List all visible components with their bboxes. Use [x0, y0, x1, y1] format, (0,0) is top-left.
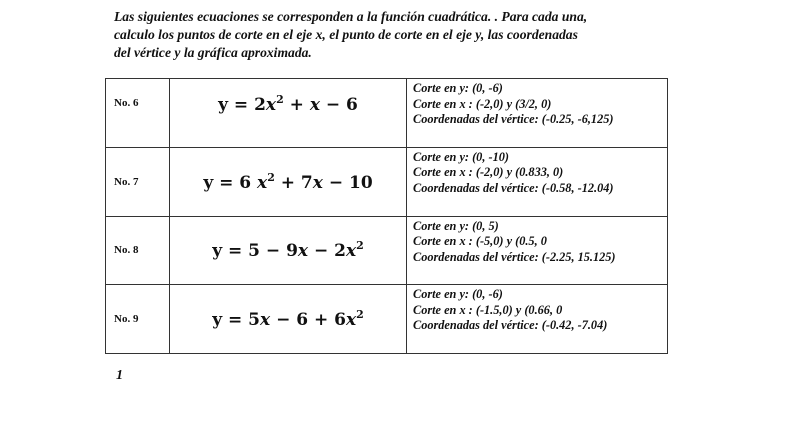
corte-x: Corte en x : (-1.5,0) y (0.66, 0	[413, 302, 563, 317]
vertice: Coordenadas del vértice: (-2.25, 15.125)	[413, 249, 616, 264]
equations-table	[105, 78, 668, 354]
results-cell	[407, 216, 668, 285]
vertice: Coordenadas del vértice: (-0.25, -6,125)	[413, 112, 614, 126]
row-number: No. 7	[106, 147, 170, 216]
row-number: No. 9	[106, 285, 170, 354]
corte-x: Corte en x : (-5,0) y (0.5, 0	[413, 234, 547, 248]
vertice: Coordenadas del vértice: (-0.58, -12.04)	[413, 180, 614, 195]
corte-y: Corte en y: (0, -6)	[413, 287, 503, 302]
intro-line-2: calculo los puntos de corte en el eje x, el punto de corte en el eje y, las coordenadas	[114, 27, 578, 42]
row-number: No. 8	[106, 216, 170, 285]
corte-y: Corte en y: (0, -6)	[413, 81, 503, 95]
row-number: No. 6	[106, 79, 170, 148]
intro-paragraph	[114, 8, 714, 62]
page-number: 1	[116, 368, 123, 383]
corte-y: Corte en y: (0, 5)	[413, 218, 499, 233]
table-row	[106, 285, 668, 354]
table-row	[106, 147, 668, 216]
intro-line-1: Las siguientes ecuaciones se corresponden a la función cuadrática. . Para cada una,	[114, 9, 588, 24]
equation: $y = 5 - 9x - 2x^2$	[170, 216, 407, 285]
intro-line-3: del vértice y la gráfica aproximada.	[114, 45, 312, 60]
vertice: Coordenadas del vértice: (-0.42, -7.04)	[413, 318, 608, 333]
equation: y = 6 $x^2 + 7x - 10$	[170, 147, 407, 216]
corte-x: Corte en x : (-2,0) y (0.833, 0)	[413, 165, 564, 180]
table-row	[106, 216, 668, 285]
equation: $y = 5x - 6 + 6x^2$	[170, 285, 407, 354]
corte-x: Corte en x : (-2,0) y (3/2, 0)	[413, 96, 552, 111]
results-cell	[407, 285, 668, 354]
results-cell	[407, 147, 668, 216]
table-row	[106, 79, 668, 148]
results-cell	[407, 79, 668, 148]
corte-y: Corte en y: (0, -10)	[413, 149, 509, 164]
equation: $y = 2x^2 + x - 6$	[170, 79, 407, 148]
